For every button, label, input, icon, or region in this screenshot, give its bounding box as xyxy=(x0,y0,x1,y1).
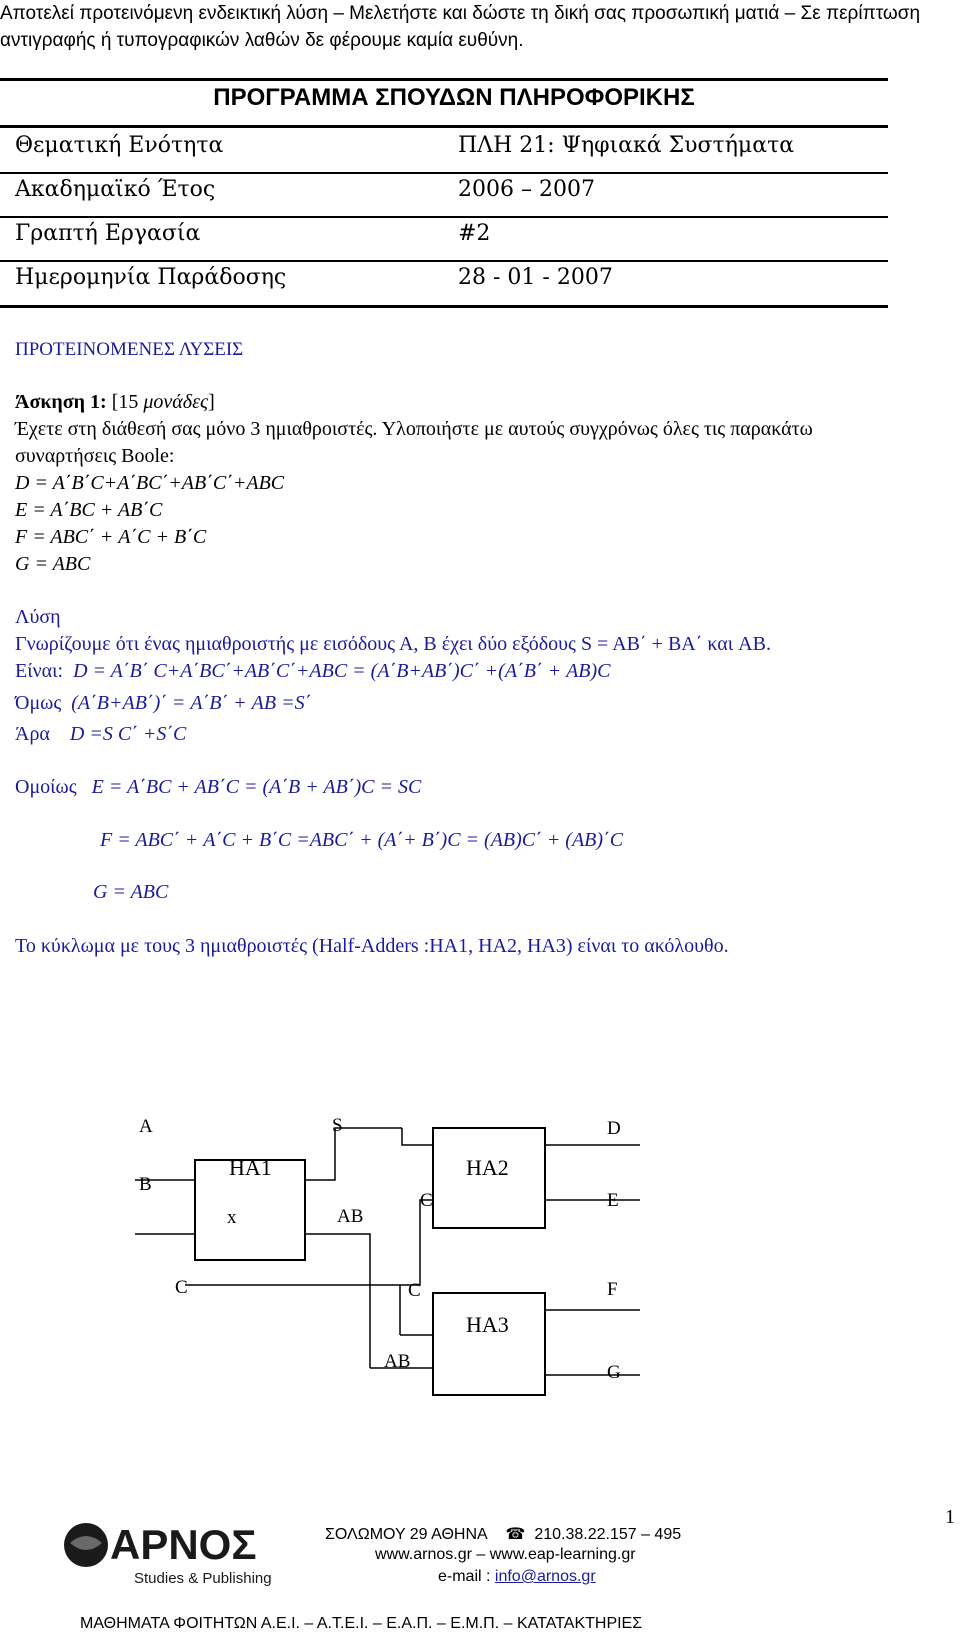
solution-line-5: Ομοίως E = A΄BC + AB΄C = (A΄B + AB΄)C = SC xyxy=(15,776,422,798)
arnos-logo xyxy=(62,1519,292,1591)
wire-c xyxy=(185,1200,433,1285)
exercise-title: Άσκηση 1: xyxy=(15,391,107,413)
rule xyxy=(0,125,888,128)
solutions-heading: ΠΡΟΤΕΙΝΟΜΕΝΕΣ ΛΥΣΕΙΣ xyxy=(15,339,244,360)
info-label-assignment: Γραπτή Εργασία xyxy=(15,221,201,246)
label-c-1: C xyxy=(420,1190,433,1211)
label-b: B xyxy=(139,1174,152,1195)
label-ha1: HA1 xyxy=(229,1155,272,1180)
solution-line-1: Γνωρίζουμε ότι ένας ημιαθροιστής με εισόδους Α, Β έχει δύο εξόδους S = AB΄ + BA΄ και AB. xyxy=(15,633,771,655)
rule xyxy=(0,172,888,174)
top-rule xyxy=(0,78,888,81)
label-ab-2: AB xyxy=(384,1351,411,1372)
solution-line-3: Όμως (A΄B+AB΄)΄ = A΄B΄ + AB =S΄ xyxy=(15,692,312,714)
function-f: F = ABC΄ + A΄C + B΄C xyxy=(15,526,207,548)
info-value-year: 2006 – 2007 xyxy=(458,177,595,202)
footer-address-line: ΣΟΛΩΜΟΥ 29 ΑΘΗΝΑ ☎ 210.38.22.157 – 495 xyxy=(325,1526,682,1543)
solution-title: Λύση xyxy=(15,606,61,628)
footer-websites: www.arnos.gr – www.eap-learning.gr xyxy=(375,1546,636,1563)
program-title: ΠΡΟΓΡΑΜΜΑ ΣΠΟΥΔΩΝ ΠΛΗΡΟΦΟΡΙΚΗΣ xyxy=(213,84,695,111)
solution-line-6: F = ABC΄ + A΄C + B΄C =ABC΄ + (A΄+ B΄)C = (AB)C΄ + (AB)΄C xyxy=(100,829,624,851)
function-d: D = A΄B΄C+A΄BC΄+AB΄C΄+ABC xyxy=(15,472,285,494)
label-ab-1: AB xyxy=(337,1206,364,1227)
info-value-module: ΠΛΗ 21: Ψηφιακά Συστήματα xyxy=(458,133,795,158)
exercise-points: [15 μονάδες] xyxy=(111,391,215,413)
function-g: G = ABC xyxy=(15,553,91,575)
label-c-3: C xyxy=(408,1280,421,1301)
label-x: x xyxy=(227,1207,237,1228)
wire-s-in xyxy=(402,1128,433,1145)
label-d: D xyxy=(607,1118,621,1139)
rule xyxy=(0,216,888,218)
function-e: E = A΄BC + AB΄C xyxy=(15,499,163,521)
label-c-2: C xyxy=(175,1277,188,1298)
rule xyxy=(0,260,888,262)
exercise-text-2: συναρτήσεις Boole: xyxy=(15,445,175,467)
wire-ab xyxy=(305,1234,370,1368)
info-label-module: Θεματική Ενότητα xyxy=(15,133,224,158)
svg-text:ΑΡΝΟΣ: ΑΡΝΟΣ xyxy=(110,1521,257,1568)
label-f: F xyxy=(607,1279,618,1300)
solution-line-4: Άρα D =S C΄ +S΄C xyxy=(15,723,187,745)
info-label-year: Ακαδημαϊκό Έτος xyxy=(15,177,216,202)
footer-email-line: e-mail : info@arnos.gr xyxy=(438,1568,596,1585)
solution-line-7: G = ABC xyxy=(93,881,169,903)
bottom-rule xyxy=(0,305,888,308)
half-adder-circuit-diagram xyxy=(0,1100,760,1430)
label-g: G xyxy=(607,1362,621,1383)
exercise-text-1: Έχετε στη διάθεσή σας μόνο 3 ημιαθροιστές. Υλοποιήστε με αυτούς συγχρόνως όλες τις παρακάτω xyxy=(15,418,813,440)
label-e: E xyxy=(607,1190,619,1211)
info-value-due-date: 28 - 01 - 2007 xyxy=(458,265,613,290)
page-number: 1 xyxy=(945,1506,955,1528)
ha3-block xyxy=(433,1293,545,1395)
exercise-title-line xyxy=(15,391,215,414)
circuit-intro: Το κύκλωμα με τους 3 ημιαθροιστές (Half-Adders :HA1, HA2, HA3) είναι το ακόλουθο. xyxy=(15,935,729,957)
solution-line-2: Είναι: D = A΄B΄ C+A΄BC΄+AB΄C΄+ABC = (A΄B+AB΄)C΄ +(A΄B΄ + AB)C xyxy=(15,660,611,682)
label-ha2: HA2 xyxy=(466,1155,509,1180)
info-value-assignment: #2 xyxy=(458,221,491,246)
footer-bottom-line: ΜΑΘΗΜΑΤΑ ΦΟΙΤΗΤΩΝ Α.Ε.Ι. – Α.Τ.Ε.Ι. – Ε.Α.Π. – Ε.Μ.Π. – ΚΑΤΑΤΑΚΤΗΡΙΕΣ xyxy=(80,1615,643,1632)
disclaimer: Αποτελεί προτεινόμενη ενδεικτική λύση – Μελετήστε και δώστε τη δική σας προσωπική ματιά – Σε περίπτωση αντιγραφής ή τυπογραφικών λαθών δε φέρουμε καμία ευθύνη. xyxy=(0,3,921,51)
label-ha3: HA3 xyxy=(466,1312,509,1337)
svg-text:Studies & Publishing: Studies & Publishing xyxy=(134,1570,272,1587)
info-label-due-date: Ημερομηνία Παράδοσης xyxy=(15,265,287,290)
wire-s xyxy=(305,1128,402,1180)
phone-icon: ☎ xyxy=(505,1526,526,1543)
label-a: A xyxy=(139,1116,153,1137)
email-link[interactable]: info@arnos.gr xyxy=(494,1568,596,1585)
label-s: S xyxy=(332,1115,343,1136)
